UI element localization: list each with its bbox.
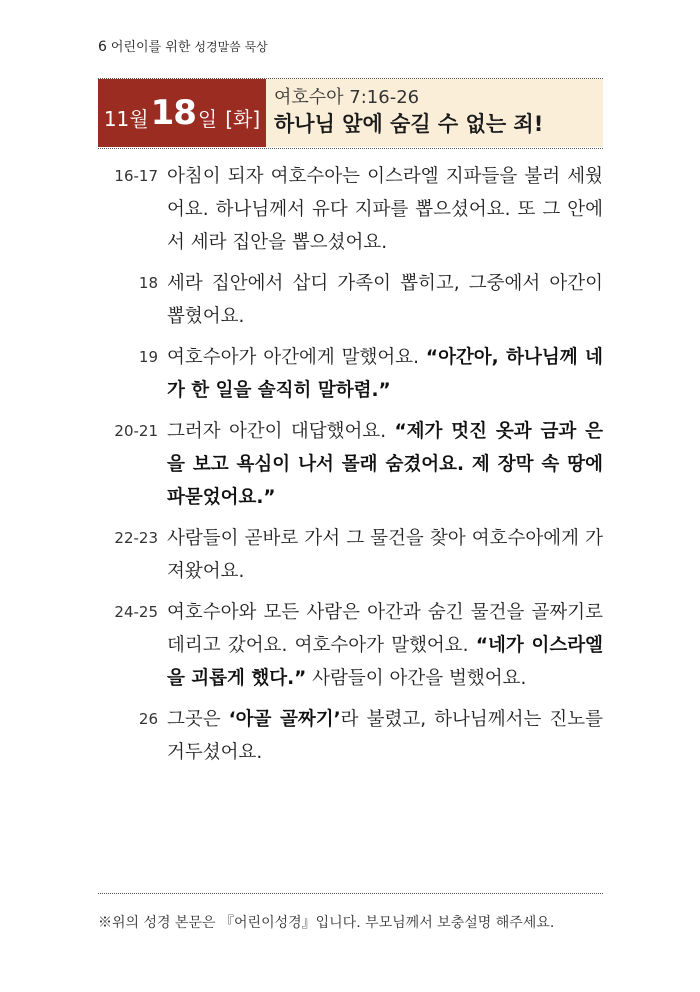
verse-segment: 그러자 아간이 대답했어요. <box>167 421 395 442</box>
verse-segment: 사람들이 아간을 벌했어요. <box>306 668 527 689</box>
verse-text <box>167 267 603 333</box>
verse-row <box>98 415 603 514</box>
verse-segment: 여호수아와 모든 사람은 아간과 숨긴 물건을 골짜기로 데리고 갔어요. 여호수아가 말했어요. <box>167 602 603 656</box>
scripture-reference: 여호수아 7:16-26 <box>274 87 420 108</box>
verse-number: 24-25 <box>114 603 158 621</box>
verse-row <box>98 267 603 333</box>
verse-emphasis: “아간아, 하나님께 네가 한 일을 솔직히 말하렴.” <box>167 347 603 401</box>
date-day-suffix: 일 <box>197 106 218 131</box>
verse-row <box>98 596 603 695</box>
verse-row <box>98 341 603 407</box>
verse-segment: 사람들이 곧바로 가서 그 물건을 찾아 여호수아에게 가져왔어요. <box>167 528 603 582</box>
devotion-title: 하나님 앞에 숨길 수 없는 죄! <box>274 112 544 136</box>
running-head <box>98 36 268 55</box>
devotion-header <box>98 79 603 147</box>
date-day: 18 <box>150 93 196 133</box>
verse-number: 18 <box>138 274 158 292</box>
bottom-divider <box>98 893 603 894</box>
footnote: ※위의 성경 본문은 『어린이성경』입니다. 부모님께서 보충설명 해주세요. <box>98 915 555 931</box>
verse-number: 22-23 <box>114 529 158 547</box>
date-weekday: [화] <box>225 106 261 131</box>
verse-emphasis: ‘아골 골짜기’ <box>228 709 341 730</box>
verse-row <box>98 703 603 769</box>
verse-number: 26 <box>138 710 158 728</box>
title-box <box>266 79 603 147</box>
verse-emphasis: “네가 이스라엘을 괴롭게 했다.” <box>167 635 604 689</box>
verse-text <box>167 160 603 259</box>
verse-segment: 여호수아가 아간에게 말했어요. <box>167 347 426 368</box>
verse-row <box>98 522 603 588</box>
verse-number: 20-21 <box>114 422 158 440</box>
verse-text <box>167 415 603 514</box>
date-month: 11월 <box>103 106 149 131</box>
verse-segment: 세라 집안에서 삽디 가족이 뽑히고, 그중에서 아간이 뽑혔어요. <box>167 273 603 327</box>
verse-text <box>167 341 603 407</box>
verse-text <box>167 703 603 769</box>
verse-number: 16-17 <box>114 167 158 185</box>
page-number: 6 <box>98 39 107 55</box>
verse-segment: 라 불렸고, 하나님께서는 진노를 거두셨어요. <box>167 709 603 763</box>
verse-segment: 그곳은 <box>167 709 229 730</box>
verse-text <box>167 596 603 695</box>
scripture-text <box>98 160 603 777</box>
verse-segment: 아침이 되자 여호수아는 이스라엘 지파들을 불러 세웠어요. 하나님께서 유다 지파를 뽑으셨어요. 또 그 안에서 세라 집안을 뽑으셨어요. <box>167 166 603 253</box>
date-box <box>98 79 266 147</box>
header-divider <box>98 148 603 149</box>
verse-number: 19 <box>138 348 158 366</box>
verse-row <box>98 160 603 259</box>
verse-emphasis: “제가 멋진 옷과 금과 은을 보고 욕심이 나서 몰래 숨겼어요. 제 장막 속 땅에 파묻었어요.” <box>167 421 604 508</box>
running-head-title: 어린이를 위한 <box>110 40 191 55</box>
running-head-subtitle: 성경말씀 묵상 <box>194 40 268 54</box>
verse-text <box>167 522 603 588</box>
